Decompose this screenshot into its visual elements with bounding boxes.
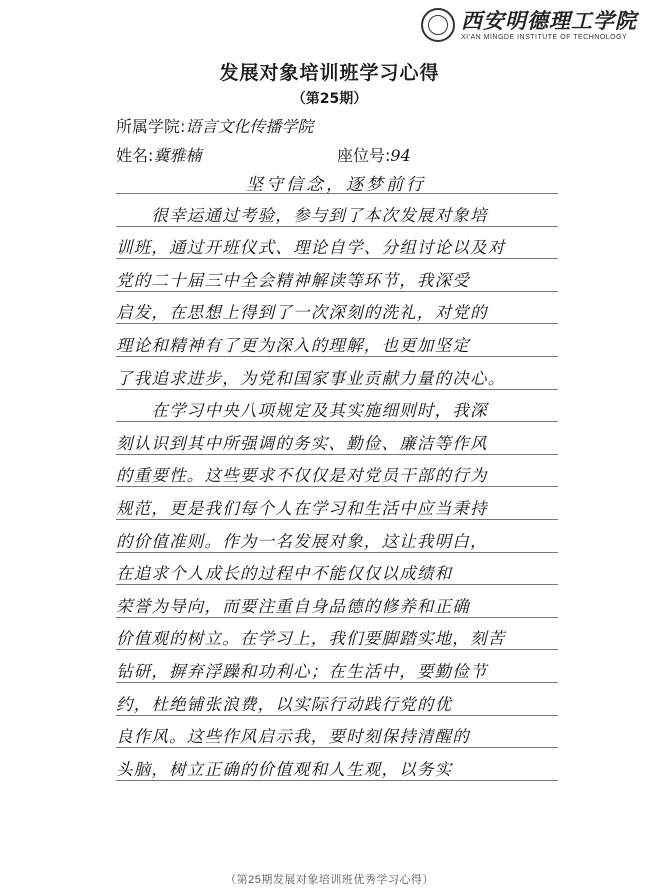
essay-line: 了我追求进步，为党和国家事业贡献力量的决心。 <box>116 368 506 388</box>
ruled-line <box>116 291 558 292</box>
essay-line: 在学习中央八项规定及其实施细则时，我深 <box>116 401 488 421</box>
essay-heading: 坚守信念，逐梦前行 <box>246 175 426 195</box>
essay-line: 启发，在思想上得到了一次深刻的洗礼，对党的 <box>116 303 488 323</box>
ruled-line <box>116 747 558 748</box>
essay-line: 价值观的树立。在学习上，我们要脚踏实地，刻苦 <box>116 629 506 649</box>
ruled-line <box>116 389 558 390</box>
ruled-line <box>116 454 558 455</box>
college-label: 所属学院: <box>116 117 186 136</box>
ruled-line <box>116 584 558 585</box>
college-value: 语言文化传播学院 <box>185 117 314 136</box>
name-row <box>116 143 201 166</box>
page-title: 发展对象培训班学习心得 <box>219 62 440 84</box>
ruled-line <box>116 323 558 324</box>
essay-line: 规范，更是我们每个人在学习和生活中应当秉持 <box>116 499 488 518</box>
essay-line: 钻研，摒弃浮躁和功利心；在生活中，要勤俭节 <box>116 662 488 681</box>
ruled-line <box>116 258 558 259</box>
page-footer: （第25期发展对象培训班优秀学习心得） <box>225 874 434 886</box>
essay-line: 良作风。这些作风启示我，要时刻保持清醒的 <box>116 727 470 747</box>
essay-line: 在追求个人成长的过程中不能仅仅以成绩和 <box>116 564 453 584</box>
essay-line: 刻认识到其中所强调的务实、勤俭、廉洁等作风 <box>116 433 488 453</box>
essay-line: 约，杜绝铺张浪费，以实际行动践行党的优 <box>116 694 453 714</box>
school-name-en: XI'AN MINGDE INSTITUTE OF TECHNOLOGY <box>461 33 628 41</box>
ruled-line <box>116 552 558 553</box>
essay-line: 理论和精神有了更为深入的理解，也更加坚定 <box>116 336 470 355</box>
essay-line: 很幸运通过考验，参与到了本次发展对象培 <box>116 205 488 225</box>
ruled-line <box>116 226 558 227</box>
essay-line: 荣誉为导向，而要注重自身品德的修养和正确 <box>116 596 470 616</box>
college-row <box>116 114 313 137</box>
ruled-line <box>116 649 558 650</box>
essay-line: 训班，通过开班仪式、理论自学、分组讨论以及对 <box>116 238 506 258</box>
ruled-line <box>116 715 558 716</box>
ruled-line <box>116 682 558 683</box>
name-value: 冀雅楠 <box>153 146 202 165</box>
school-seal-icon <box>421 8 455 42</box>
ruled-line <box>116 421 558 422</box>
essay-line: 的价值准则。作为一名发展对象，这让我明白， <box>116 531 488 551</box>
essay-line: 的重要性。这些要求不仅仅是对党员干部的行为 <box>116 466 488 486</box>
ruled-line <box>116 486 558 487</box>
ruled-line <box>116 519 558 520</box>
seat-row <box>337 143 411 166</box>
school-name-cn: 西安明德理工学院 <box>461 7 637 33</box>
ruled-line <box>116 780 558 781</box>
school-logo <box>421 8 637 42</box>
name-label: 姓名: <box>116 146 154 165</box>
essay-line: 党的二十届三中全会精神解读等环节，我深受 <box>116 270 470 290</box>
seat-value: 94 <box>390 146 411 165</box>
seat-label: 座位号: <box>337 146 391 165</box>
ruled-line <box>116 193 558 194</box>
essay-line: 头脑，树立正确的价值观和人生观，以务实 <box>116 759 453 779</box>
page-subtitle: （第25期） <box>291 91 368 107</box>
ruled-line <box>116 356 558 357</box>
ruled-line <box>116 617 558 618</box>
